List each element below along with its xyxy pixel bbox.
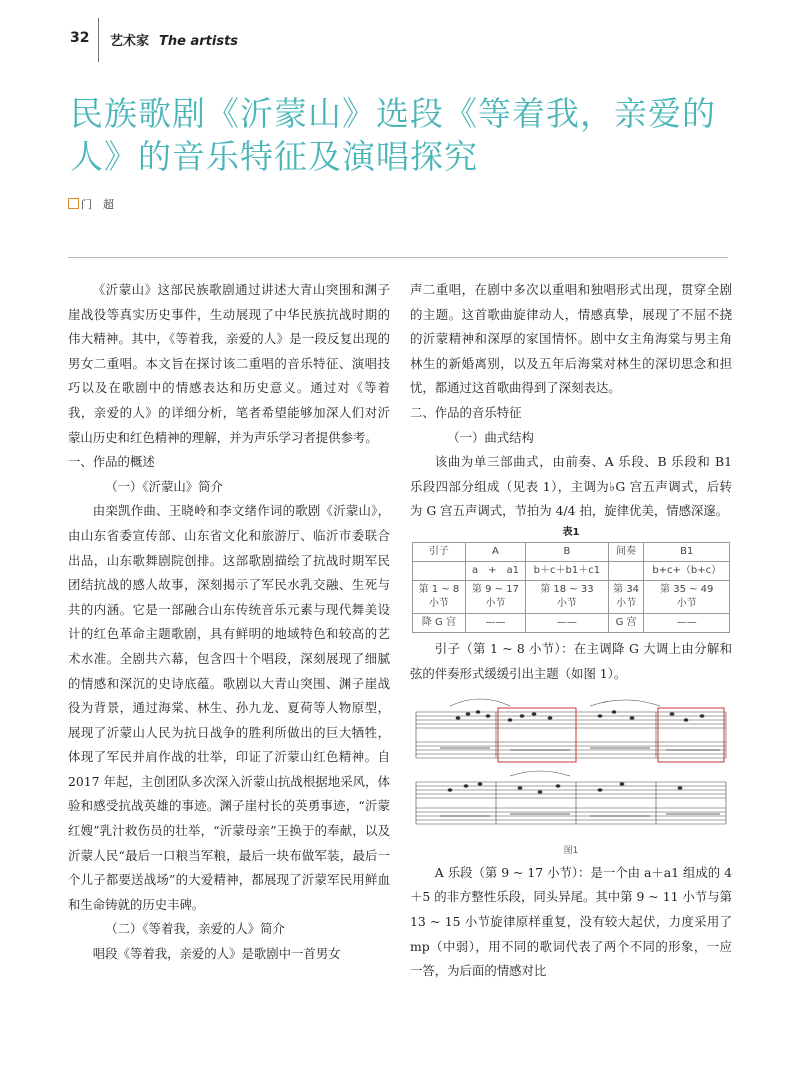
- section-heading: （一）曲式结构: [447, 429, 534, 445]
- section-title: [110, 30, 238, 49]
- body-paragraph: 该曲为单三部曲式，由前奏、A 乐段、B 乐段和 B1 乐段四部分组成（见表 1），主调为♭G 宫五声调式，后转为 G 宫五声调式，节拍为 4/4 拍，旋律优美，情感深邃。: [410, 454, 732, 519]
- author-box-icon: [68, 198, 79, 209]
- author-name: 门 超: [81, 198, 114, 211]
- table-cell: B1: [644, 542, 730, 561]
- table-cell: G 宫: [608, 613, 644, 632]
- table-cell: 降 G 宫: [413, 613, 466, 632]
- section-heading: 一、作品的概述: [68, 454, 155, 470]
- table-row: [413, 580, 730, 613]
- figure-caption: 图1: [563, 845, 579, 856]
- author-line: [68, 196, 114, 212]
- table-cell: ——: [465, 613, 525, 632]
- section-heading: （一）《沂蒙山》简介: [105, 478, 223, 494]
- body-paragraph: 由栾凯作曲、王晓岭和李文绪作词的歌剧《沂蒙山》，由山东省委宣传部、山东省文化和旅游厅、临沂市委联合出品，山东歌舞剧院创排。这部歌剧描绘了抗战时期军民团结抗战的感人故事，深刻揭示了军民水乳交融、生死与共的内涵。它是一部融合山东传统音乐元素与现代舞美设计的红色革命主题歌剧，具有鲜明的地域特色和较高的艺术水准。全剧共六幕，包含四十个唱段，深刻展现了细腻的情感和深沉的史诗底蕴。歌剧以大青山突围、渊子崖战役为背景，通过海棠、林生、孙九龙、夏荷等人物原型，展现了沂蒙山人民为抗日战争的胜利所做出的巨大牺牲，体现了军民并肩作战的壮举，印证了沂蒙山红色精神。自 2017 年起，主创团队多次深入沂蒙山抗战根据地采风，体验和感受抗战英雄的事迹。渊子崖村长的英勇事迹，“沂蒙红嫂”乳汁救伤员的壮举，“沂蒙母亲”王换于的奉献，以及沂蒙人民“最后一口粮当军粮，最后一块布做军装，最后一个儿子都要送战场”的大爱精神，都展现了沂蒙军民用鲜血和生命铸就的历史丰碑。: [68, 503, 390, 912]
- table-cell: ——: [644, 613, 730, 632]
- table-cell: 间奏: [608, 542, 644, 561]
- table-cell: ——: [526, 613, 609, 632]
- table-cell: [413, 561, 466, 580]
- table-cell: b+c+（b+c）: [644, 561, 730, 580]
- right-column-top: [410, 278, 732, 524]
- left-column: [68, 278, 390, 967]
- table-cell: 引子: [413, 542, 466, 561]
- title-divider: [68, 257, 728, 258]
- table-cell: a + a1: [465, 561, 525, 580]
- table-caption: 表1: [562, 526, 580, 538]
- table-cell: 第 35 ~ 49 小节: [644, 580, 730, 613]
- table-cell: 第 1 ~ 8 小节: [413, 580, 466, 613]
- table-cell: 第 18 ~ 33 小节: [526, 580, 609, 613]
- table-cell: [608, 561, 644, 580]
- table-cell: B: [526, 542, 609, 561]
- structure-table: [412, 542, 730, 633]
- body-paragraph: 《沂蒙山》这部民族歌剧通过讲述大青山突围和渊子崖战役等真实历史事件，生动展现了中华民族抗战时期的伟大精神。其中，《等着我，亲爱的人》是一段反复出现的男女二重唱。本文旨在探讨该二重唱的音乐特征、演唱技巧以及在歌剧中的情感表达和历史意义。通过对《等着我，亲爱的人》的详细分析，笔者希望能够加深人们对沂蒙山历史和红色精神的理解，并为声乐学习者提供参考。: [68, 282, 390, 445]
- table-row: [413, 561, 730, 580]
- header-divider: [98, 18, 99, 62]
- right-column: [410, 278, 732, 984]
- table-cell: b＋c＋b1＋c1: [526, 561, 609, 580]
- page-number: 32: [70, 30, 90, 46]
- table-cell: A: [465, 542, 525, 561]
- table-cell: 第 9 ~ 17 小节: [465, 580, 525, 613]
- table-row: [413, 613, 730, 632]
- section-title-cn: 艺术家: [110, 34, 150, 49]
- a-section-paragraph: A 乐段（第 9 ~ 17 小节）：是一个由 a＋a1 组成的 4＋5 的非方整性乐段，同头异尾。其中第 9 ~ 11 小节与第 13 ~ 15 小节旋律原样重复，没有较大起伏，力度采用了 mp（中弱），用不同的歌词代表了两个不同的形象，一应一答，为后面的情感对比: [410, 864, 732, 979]
- table-cell: 第 34 小节: [608, 580, 644, 613]
- music-score-figure: [410, 692, 732, 834]
- intro-paragraph: 引子（第 1 ~ 8 小节）：在主调降 G 大调上由分解和弦的伴奏形式缓缓引出主题（如图 1）。: [410, 640, 732, 681]
- body-paragraph: 声二重唱，在剧中多次以重唱和独唱形式出现，贯穿全剧的主题。这首歌曲旋律动人，情感真挚，展现了不屈不挠的沂蒙精神和深厚的家国情怀。剧中女主角海棠与男主角林生的新婚离别，以及五年后海棠对林生的深切思念和担忧，都通过这首歌曲得到了深刻表达。: [410, 282, 732, 396]
- section-heading: （二）《等着我，亲爱的人》简介: [105, 921, 285, 937]
- table-row: [413, 542, 730, 561]
- section-heading: 二、作品的音乐特征: [410, 404, 522, 420]
- section-title-en: The artists: [159, 34, 239, 49]
- article-title: 民族歌剧《沂蒙山》选段《等着我，亲爱的人》的音乐特征及演唱探究: [70, 94, 716, 176]
- body-paragraph: 唱段《等着我，亲爱的人》是歌剧中一首男女: [92, 946, 341, 962]
